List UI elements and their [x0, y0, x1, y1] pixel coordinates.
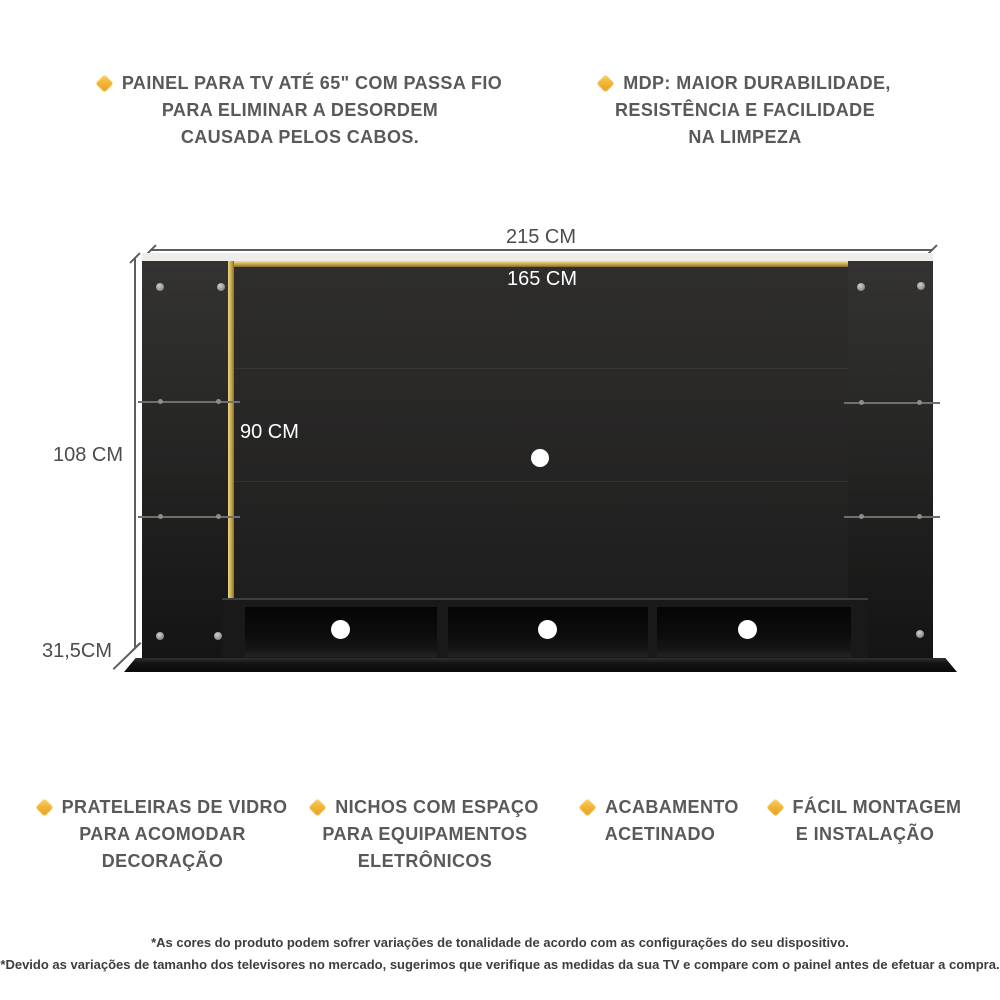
- diamond-bullet-icon: [95, 74, 113, 92]
- dim-total-height-line: [134, 258, 136, 648]
- shelf-peg: [859, 514, 864, 519]
- feature-line: PARA EQUIPAMENTOS: [322, 824, 528, 844]
- dim-total-height-label: 108 CM: [52, 444, 124, 466]
- dim-base-depth-label: 31,5CM: [42, 640, 113, 662]
- glass-shelf: [138, 516, 240, 518]
- screw-dot: [916, 630, 924, 638]
- diamond-bullet-icon: [35, 798, 53, 816]
- screw-dot: [214, 632, 222, 640]
- feature-passa-fio: [60, 70, 540, 151]
- feature-line: NICHOS COM ESPAÇO: [335, 797, 539, 817]
- feature-acabamento: [555, 794, 765, 848]
- disclaimer-block: [0, 932, 1000, 976]
- diamond-bullet-icon: [597, 74, 615, 92]
- feature-mdp: [560, 70, 930, 151]
- dim-total-width-line: [150, 249, 933, 251]
- feature-prateleiras: [25, 794, 300, 875]
- dim-total-width-label: 215 CM: [505, 226, 577, 248]
- feature-line: NA LIMPEZA: [688, 127, 802, 147]
- feature-line: DECORAÇÃO: [101, 851, 224, 871]
- shelf-peg: [859, 400, 864, 405]
- shelf-peg: [158, 399, 163, 404]
- diamond-bullet-icon: [309, 798, 327, 816]
- shelf-peg: [917, 514, 922, 519]
- panel-seam: [234, 481, 848, 482]
- feature-line: PARA ELIMINAR A DESORDEM: [161, 100, 439, 120]
- feature-line: ACABAMENTO: [605, 797, 739, 817]
- disclaimer-line: *Devido as variações de tamanho dos televisores no mercado, sugerimos que verifique as medidas da sua TV e compare com o painel antes de efetuar a compra.: [0, 957, 1000, 972]
- screw-dot: [857, 283, 865, 291]
- diamond-bullet-icon: [766, 798, 784, 816]
- feature-line: PAINEL PARA TV ATÉ 65" COM PASSA FIO: [121, 73, 503, 93]
- panel-top-edge: [142, 253, 933, 261]
- cable-hole-center: [531, 449, 549, 467]
- shelf-peg: [158, 514, 163, 519]
- screw-dot: [156, 283, 164, 291]
- dim-panel-width-label: 165 CM: [506, 268, 578, 290]
- feature-montagem: [750, 794, 980, 848]
- feature-line: PARA ACOMODAR: [79, 824, 246, 844]
- diamond-bullet-icon: [578, 798, 596, 816]
- feature-line: PRATELEIRAS DE VIDRO: [61, 797, 288, 817]
- dim-panel-height-label: 90 CM: [240, 421, 299, 443]
- cable-hole-niche: [738, 620, 757, 639]
- feature-line: CAUSADA PELOS CABOS.: [180, 127, 420, 147]
- cable-hole-niche: [331, 620, 350, 639]
- feature-line: ACETINADO: [604, 824, 716, 844]
- feature-line: FÁCIL MONTAGEM: [792, 797, 962, 817]
- feature-nichos: [295, 794, 555, 875]
- screw-dot: [156, 632, 164, 640]
- screw-dot: [917, 282, 925, 290]
- tv-back-panel: [234, 261, 848, 600]
- disclaimer-line: *As cores do produto podem sofrer variações de tonalidade de acordo com as configurações do seu dispositivo.: [151, 935, 849, 950]
- base-plank: [124, 658, 957, 672]
- shelf-peg: [216, 399, 221, 404]
- feature-line: E INSTALAÇÃO: [795, 824, 935, 844]
- highlight-strip-left: [228, 261, 234, 600]
- feature-line: RESISTÊNCIA E FACILIDADE: [615, 100, 875, 120]
- feature-line: ELETRÔNICOS: [357, 851, 493, 871]
- panel-seam: [234, 368, 848, 369]
- shelf-peg: [917, 400, 922, 405]
- glass-shelf: [138, 401, 240, 403]
- feature-line: MDP: MAIOR DURABILIDADE,: [623, 73, 891, 93]
- highlight-strip-top: [228, 261, 848, 267]
- cable-hole-niche: [538, 620, 557, 639]
- screw-dot: [217, 283, 225, 291]
- shelf-peg: [216, 514, 221, 519]
